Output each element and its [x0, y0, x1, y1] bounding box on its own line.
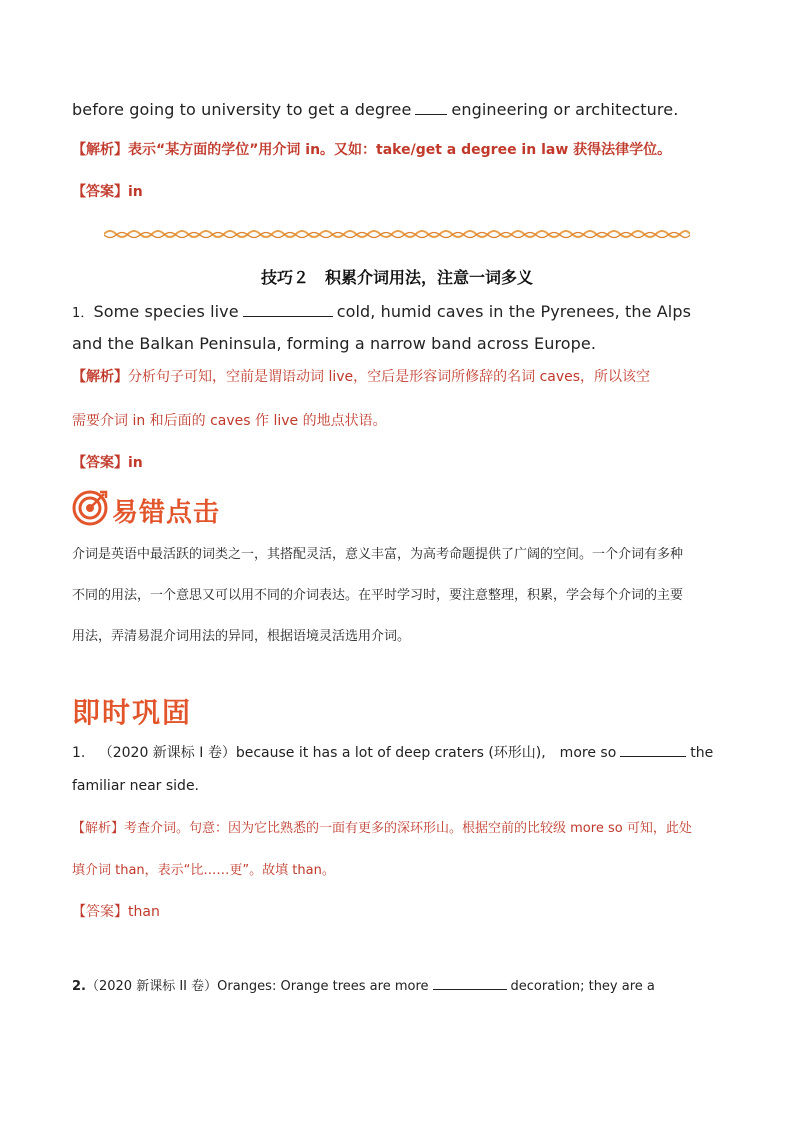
practice-q1-answer-value: than: [128, 904, 160, 920]
practice-q2-line1: [72, 975, 655, 994]
q0-analysis: [72, 139, 671, 159]
error-tip-title: 易错点击: [112, 498, 221, 528]
q0-answer: [72, 181, 143, 201]
q0-line-post: engineering or architecture.: [451, 100, 679, 119]
q1-number: 1．: [72, 306, 94, 321]
practice-q1-line2: familiar near side.: [72, 778, 200, 794]
q0-analysis-label: 【解析】: [72, 142, 128, 158]
q1-answer-value: in: [128, 455, 143, 471]
practice-q1-line1: [72, 742, 713, 762]
practice-q1-number: 1.: [72, 745, 86, 761]
q1-line1-pre: Some species live: [93, 302, 239, 321]
q1-line2: and the Balkan Peninsula, forming a narrow band across Europe.: [72, 334, 597, 353]
practice-q1-analysis-text1: 考查介词。句意：因为它比熟悉的一面有更多的深环形山。根据空前的比较级 more so 可知，此处: [124, 821, 692, 836]
q0-sentence: [72, 100, 678, 119]
practice-q1-line1-pre: because it has a lot of deep craters (环形山), more so: [235, 745, 617, 761]
practice-q1-answer-label: 【答案】: [72, 904, 128, 920]
practice-q2-blank: [433, 977, 507, 990]
practice-q1-source: （2020 新课标 I 卷）: [98, 745, 236, 761]
q0-answer-value: in: [128, 184, 143, 200]
q1-analysis-line2: 需要介词 in 和后面的 caves 作 live 的地点状语。: [72, 413, 387, 429]
practice-q1-analysis-line2: 填介词 than，表示“比……更”。故填 than。: [72, 863, 335, 878]
q1-analysis-label: 【解析】: [72, 369, 128, 385]
practice-q1-analysis-label: 【解析】: [72, 821, 125, 836]
q1-answer-label: 【答案】: [72, 455, 128, 471]
error-tip-line3: 用法，弄清易混介词用法的异同，根据语境灵活选用介词。: [72, 629, 411, 644]
q1-analysis-text1: 分析句子可知，空前是谓语动词 live，空后是形容词所修辞的名词 caves，所以该空: [128, 369, 651, 385]
practice-q1-answer: [72, 901, 160, 921]
target-icon: [72, 490, 108, 526]
practice-q2-line1-pre: Oranges: Orange trees are more: [217, 979, 429, 994]
q1-line1: [72, 302, 691, 321]
error-tip-line1: 介词是英语中最活跃的词类之一，其搭配灵活，意义丰富，为高考命题提供了广阔的空间。一个介词有多种: [72, 547, 684, 562]
practice-q2-source: （2020 新课标 II 卷）: [85, 979, 218, 994]
practice-q1-analysis-line1: [72, 817, 692, 836]
error-tip-line2: 不同的用法，一个意思又可以用不同的介词表达。在平时学习时，要注意整理，积累，学会每个介词的主要: [72, 588, 684, 603]
q0-blank: [415, 100, 447, 115]
q0-line-pre: before going to university to get a degree: [72, 100, 412, 119]
q0-analysis-text: 表示“某方面的学位”用介词 in。又如：take/get a degree in law 获得法律学位。: [128, 142, 672, 158]
q0-answer-label: 【答案】: [72, 184, 128, 200]
practice-q2-line1-post: decoration; they are a: [510, 979, 655, 994]
q1-analysis-line1: [72, 366, 650, 386]
q1-line1-post: cold, humid caves in the Pyrenees, the Alps: [336, 302, 692, 321]
practice-q1-blank: [620, 744, 686, 757]
practice-title: 即时巩固: [72, 696, 193, 729]
wavy-divider: [104, 228, 690, 240]
q1-answer: [72, 452, 143, 472]
practice-q1-line1-post: the: [690, 745, 714, 761]
section-heading: 技巧２ 积累介词用法，注意一词多义: [260, 268, 533, 287]
q1-blank: [243, 302, 333, 317]
practice-q2-number: 2.: [72, 979, 86, 994]
